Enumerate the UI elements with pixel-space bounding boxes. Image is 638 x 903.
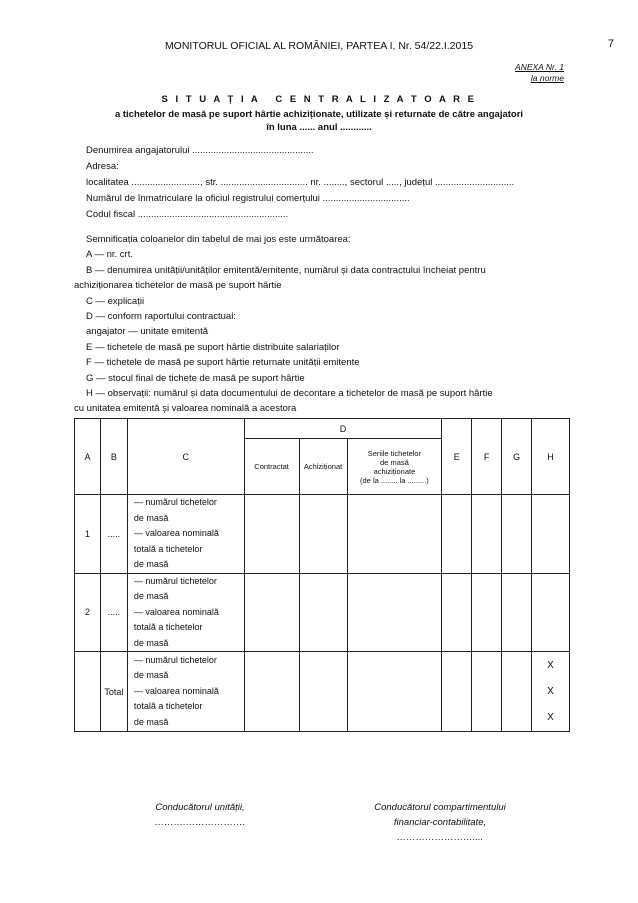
- x-mark: X: [547, 659, 554, 671]
- explanation-a: A — nr. crt.: [86, 249, 133, 261]
- explanation-b: B — denumirea unității/unităților emitentă/emitente, numărul și data contractului încheiat pentru: [86, 264, 486, 276]
- header-col-d: D: [244, 419, 442, 439]
- header-serii: [347, 439, 442, 495]
- explain-line-4: totală a tichetelor: [133, 543, 203, 554]
- explanation-intro: Semnificația coloanelor din tabelul de mai jos este următoarea:: [86, 234, 351, 245]
- header-col-b: B: [100, 419, 127, 495]
- serii-line-1: Seriile tichetelor: [367, 448, 422, 458]
- x-mark: X: [547, 685, 554, 697]
- row-explanation: [127, 495, 244, 574]
- explanation-f: F — tichetele de masă pe suport hârtie returnate unității emitente: [86, 357, 360, 369]
- finance-head-title-2: financiar-contabilitate,: [393, 817, 487, 828]
- header-col-h: H: [532, 419, 570, 495]
- row-total-label: Total: [100, 652, 127, 732]
- signature-finance-head: [340, 800, 540, 845]
- explain-line-3: — valoarea nominală: [133, 528, 219, 538]
- explain-line-3: — valoarea nominală: [133, 685, 219, 696]
- serii-line-2: de masă: [380, 457, 409, 467]
- header-col-g: G: [502, 419, 532, 495]
- subtitle-line-2: în luna ...... anul ............: [266, 122, 372, 133]
- row-number: [75, 652, 101, 732]
- explanation-c: C — explicații: [86, 295, 145, 307]
- row-explanation: [127, 573, 244, 652]
- explain-line-1: — numărul tichetelor: [133, 497, 217, 507]
- header-col-a: A: [75, 419, 101, 495]
- employer-name-field: Denumirea angajatorului ..............................................: [86, 145, 314, 156]
- fiscal-code-field: Codul fiscal .........................................................: [86, 209, 289, 220]
- annex-label: [515, 62, 564, 84]
- row-issuer: .....: [100, 495, 127, 574]
- serii-line-4: (de la ........ la .........): [360, 475, 429, 485]
- explain-line-2: de masă: [133, 512, 169, 523]
- signature-unit-head: [120, 800, 280, 830]
- row-explanation: [127, 652, 244, 732]
- row-number: 2: [75, 573, 101, 652]
- total-h-cell: [532, 652, 570, 732]
- explain-line-4: totală a tichetelor: [133, 701, 203, 712]
- document-subtitle: [74, 108, 564, 134]
- explain-line-2: de masă: [133, 670, 169, 681]
- explain-line-1: — numărul tichetelor: [133, 575, 217, 586]
- row-issuer: .....: [100, 573, 127, 652]
- explanation-b-cont: achiziționarea tichetelor de masă pe suport hârtie: [74, 280, 282, 292]
- page-number: 7: [607, 38, 614, 50]
- table-row: [75, 573, 570, 652]
- header-col-e: E: [442, 419, 472, 495]
- explanation-g: G — stocul final de tichete de masă pe suport hârtie: [86, 372, 305, 384]
- explanation-d-detail: angajator — unitate emitentă: [86, 326, 208, 338]
- locality-field: localitatea .........................., str. ................................. nr. ........, sectorul ....., județul ..............................: [86, 177, 515, 188]
- row-number: 1: [75, 495, 101, 574]
- annex-reference: la norme: [530, 73, 564, 83]
- annex-number: ANEXA Nr. 1: [515, 62, 564, 72]
- header-col-c: C: [127, 419, 244, 495]
- explain-line-5: de masă: [133, 559, 169, 569]
- explain-line-2: de masă: [133, 591, 169, 601]
- table-row-total: [75, 652, 570, 732]
- finance-head-dots: ……………………....: [396, 832, 484, 843]
- address-field: Adresa:: [86, 161, 119, 172]
- subtitle-line-1: a tichetelor de masă pe suport hârtie achiziționate, utilizate și returnate de către angajatori: [114, 109, 524, 120]
- header-contractat: Contractat: [244, 439, 299, 495]
- document-title: S I T U A Ț I A C E N T R A L I Z A T O A R E: [161, 94, 477, 105]
- explain-line-5: de masă: [133, 637, 169, 648]
- situation-table: [74, 418, 570, 732]
- explanation-h: H — observații: numărul și data documentului de decontare a tichetelor de masă pe suport hârtie: [86, 388, 493, 400]
- x-mark: X: [547, 711, 554, 723]
- registration-number-field: Numărul de înmatriculare la oficiul registrului comerțului .................................: [86, 193, 410, 204]
- explanation-h-cont: cu unitatea emitentă și valoarea nominală a acestora: [74, 403, 297, 415]
- explanation-d: D — conform raportului contractual:: [86, 311, 236, 323]
- explain-line-3: — valoarea nominală: [133, 606, 219, 617]
- serii-line-3: achiziționate: [373, 466, 416, 476]
- finance-head-title-1: Conducătorul compartimentului: [374, 802, 506, 813]
- publication-header: MONITORUL OFICIAL AL ROMÂNIEI, PARTEA I, Nr. 54/22.I.2015: [164, 40, 474, 52]
- header-achizitionat: Achiziționat: [299, 439, 347, 495]
- header-col-f: F: [472, 419, 502, 495]
- columns-explanation: [74, 232, 564, 417]
- explain-line-4: totală a tichetelor: [133, 622, 203, 632]
- unit-head-dots: ……….……………….: [154, 817, 246, 828]
- unit-head-title: Conducătorul unității,: [155, 802, 245, 813]
- explanation-e: E — tichetele de masă pe suport hârtie distribuite salariaților: [86, 341, 340, 353]
- explain-line-5: de masă: [133, 716, 169, 727]
- table-row: [75, 495, 570, 574]
- explain-line-1: — numărul tichetelor: [133, 654, 217, 665]
